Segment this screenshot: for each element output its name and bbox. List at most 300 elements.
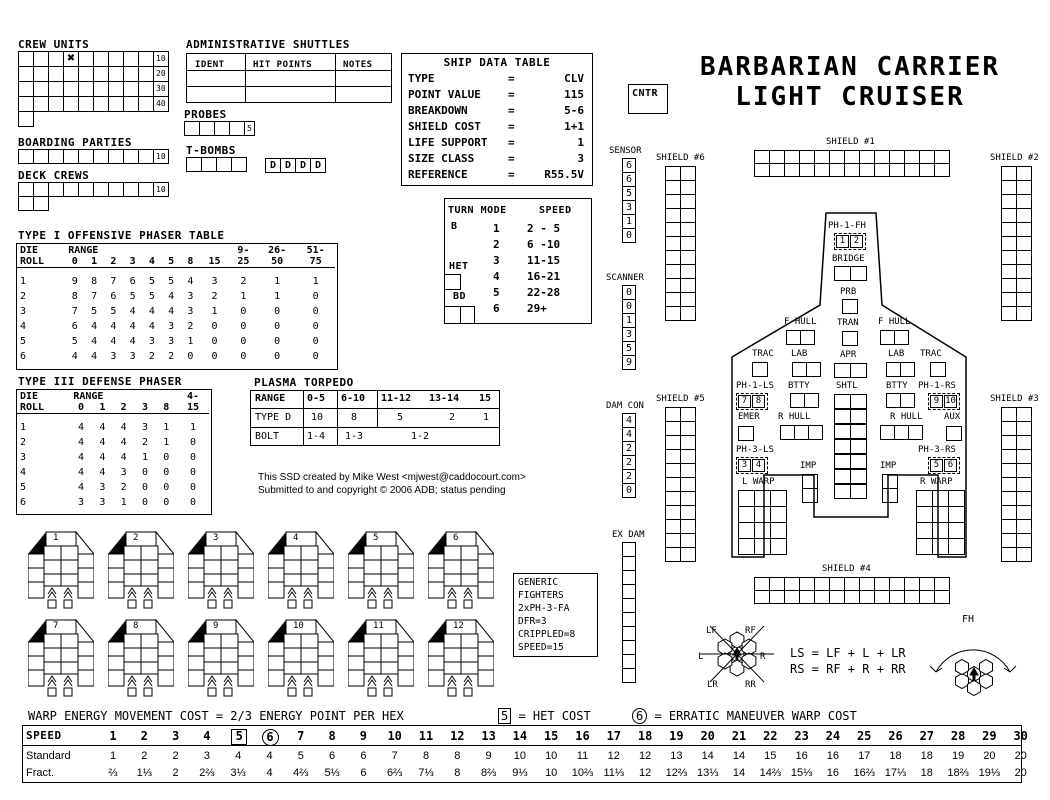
shield-box[interactable] bbox=[1001, 463, 1017, 478]
system-box-lwarp[interactable] bbox=[770, 506, 787, 523]
damage-box[interactable] bbox=[33, 196, 49, 211]
shield-box[interactable] bbox=[1016, 222, 1032, 237]
shield-row[interactable] bbox=[666, 520, 696, 534]
shield-row[interactable] bbox=[666, 209, 696, 223]
system-box-shtl[interactable] bbox=[834, 439, 851, 454]
shield-row[interactable] bbox=[1002, 520, 1032, 534]
shield-box[interactable] bbox=[889, 163, 905, 177]
shield-box[interactable] bbox=[665, 449, 681, 464]
fighter-bay[interactable] bbox=[28, 530, 94, 610]
system-box-shtl[interactable] bbox=[850, 439, 867, 454]
shield-box[interactable] bbox=[1001, 194, 1017, 209]
system-box-imp[interactable] bbox=[882, 474, 898, 489]
shield-box[interactable] bbox=[799, 163, 815, 177]
shield-box[interactable] bbox=[680, 533, 696, 548]
system-box-rwarp[interactable] bbox=[932, 506, 949, 523]
system-box-aux[interactable] bbox=[946, 426, 962, 441]
box-row[interactable] bbox=[18, 149, 169, 164]
shield-box[interactable] bbox=[1001, 236, 1017, 251]
system-box-rwarp[interactable] bbox=[932, 490, 949, 507]
shield-box[interactable] bbox=[919, 590, 935, 604]
damage-box[interactable] bbox=[63, 81, 79, 97]
fighter-bay[interactable] bbox=[268, 618, 334, 698]
track-box[interactable]: 0 bbox=[622, 483, 636, 498]
shield-box[interactable] bbox=[1001, 306, 1017, 321]
dummy-bombs[interactable] bbox=[266, 158, 326, 173]
shield-box[interactable] bbox=[680, 519, 696, 534]
system-box-bridge[interactable] bbox=[834, 266, 851, 281]
exdam-track[interactable] bbox=[622, 543, 636, 683]
system-box-rwarp[interactable] bbox=[948, 522, 965, 539]
weapon-number[interactable]: 4 bbox=[752, 459, 765, 472]
damage-box[interactable] bbox=[48, 182, 64, 197]
system-box-shtl[interactable] bbox=[850, 469, 867, 484]
box-row[interactable] bbox=[18, 182, 169, 197]
damage-box[interactable] bbox=[93, 182, 109, 197]
shield-box[interactable] bbox=[769, 150, 785, 164]
shield-row[interactable] bbox=[1002, 307, 1032, 321]
shield-box[interactable] bbox=[665, 180, 681, 195]
shield-box[interactable] bbox=[1016, 306, 1032, 321]
exdam-box[interactable] bbox=[622, 542, 636, 557]
shield-box[interactable] bbox=[1001, 166, 1017, 181]
shield-box[interactable] bbox=[1016, 180, 1032, 195]
shield-box[interactable] bbox=[665, 222, 681, 237]
box-row[interactable] bbox=[18, 196, 169, 211]
shield-box[interactable] bbox=[934, 150, 950, 164]
shield-box[interactable] bbox=[1016, 278, 1032, 293]
shield-row[interactable] bbox=[1002, 478, 1032, 492]
shield-box[interactable] bbox=[665, 306, 681, 321]
shield-box[interactable] bbox=[665, 421, 681, 436]
damage-box[interactable] bbox=[78, 66, 94, 82]
shield-box[interactable] bbox=[680, 407, 696, 422]
shield-row[interactable] bbox=[1002, 464, 1032, 478]
track-box[interactable]: 0 bbox=[622, 285, 636, 300]
deck-crews-track[interactable] bbox=[18, 183, 169, 211]
box-row[interactable] bbox=[186, 157, 247, 172]
crew-units-grid[interactable] bbox=[18, 52, 169, 127]
system-box-rhull[interactable] bbox=[894, 425, 909, 440]
shield-row[interactable] bbox=[666, 548, 696, 562]
fighter-bay[interactable] bbox=[28, 618, 94, 698]
exdam-box[interactable] bbox=[622, 668, 636, 683]
shield-box[interactable] bbox=[784, 150, 800, 164]
system-box-shtl[interactable] bbox=[850, 454, 867, 469]
shield-row[interactable] bbox=[666, 422, 696, 436]
damage-box[interactable] bbox=[138, 96, 154, 112]
shield-box[interactable] bbox=[844, 150, 860, 164]
shield-box[interactable] bbox=[889, 577, 905, 591]
shield-box[interactable] bbox=[769, 590, 785, 604]
shield-box[interactable] bbox=[1016, 236, 1032, 251]
exdam-box[interactable] bbox=[622, 654, 636, 669]
damage-box[interactable] bbox=[138, 51, 154, 67]
shield-box[interactable] bbox=[1016, 292, 1032, 307]
shield-row[interactable] bbox=[666, 534, 696, 548]
system-box-rwarp[interactable] bbox=[916, 538, 933, 555]
shield-box[interactable] bbox=[665, 292, 681, 307]
damage-box[interactable] bbox=[48, 149, 64, 164]
weapon-number[interactable]: 9 bbox=[930, 395, 943, 408]
shield-box[interactable] bbox=[680, 222, 696, 237]
track-box[interactable]: 6 bbox=[622, 158, 636, 173]
shield-box[interactable] bbox=[680, 421, 696, 436]
damage-box[interactable] bbox=[33, 81, 49, 97]
shield-box[interactable] bbox=[769, 163, 785, 177]
shield-box[interactable] bbox=[1001, 222, 1017, 237]
damage-box[interactable] bbox=[123, 149, 139, 164]
damage-box[interactable] bbox=[123, 66, 139, 82]
shield-box[interactable] bbox=[1001, 449, 1017, 464]
shield-box[interactable] bbox=[1016, 547, 1032, 562]
shield-box[interactable] bbox=[904, 150, 920, 164]
system-box-lwarp[interactable] bbox=[738, 490, 755, 507]
shield-box[interactable] bbox=[680, 180, 696, 195]
fighter-bay[interactable] bbox=[108, 530, 174, 610]
damage-box[interactable] bbox=[108, 81, 124, 97]
track-box[interactable]: 2 bbox=[622, 441, 636, 456]
shield-box[interactable] bbox=[889, 150, 905, 164]
shield-box[interactable] bbox=[934, 590, 950, 604]
shield-box[interactable] bbox=[1016, 519, 1032, 534]
shield-box[interactable] bbox=[784, 577, 800, 591]
shield-box[interactable] bbox=[665, 533, 681, 548]
fighter-bay[interactable] bbox=[188, 618, 254, 698]
shield-box[interactable] bbox=[680, 491, 696, 506]
shield-box[interactable] bbox=[784, 163, 800, 177]
system-box-rwarp[interactable] bbox=[916, 490, 933, 507]
shield6-boxes[interactable] bbox=[666, 167, 696, 321]
track-box[interactable]: 0 bbox=[622, 228, 636, 243]
shield-box[interactable] bbox=[754, 590, 770, 604]
exdam-box[interactable] bbox=[622, 570, 636, 585]
shield-box[interactable] bbox=[919, 150, 935, 164]
system-box-rhull[interactable] bbox=[808, 425, 823, 440]
shield-box[interactable] bbox=[1016, 491, 1032, 506]
shield-row[interactable] bbox=[1002, 422, 1032, 436]
shield-box[interactable] bbox=[1001, 180, 1017, 195]
damage-box[interactable] bbox=[93, 149, 109, 164]
damage-box[interactable] bbox=[123, 81, 139, 97]
shield-box[interactable] bbox=[859, 577, 875, 591]
damage-box[interactable] bbox=[201, 157, 217, 172]
shield-box[interactable] bbox=[904, 163, 920, 177]
shield-box[interactable] bbox=[1001, 292, 1017, 307]
shield-row[interactable] bbox=[666, 265, 696, 279]
shield-row[interactable] bbox=[1002, 223, 1032, 237]
weapon-number[interactable]: 6 bbox=[944, 459, 957, 472]
shield-box[interactable] bbox=[1001, 491, 1017, 506]
damage-box[interactable] bbox=[108, 96, 124, 112]
system-box-shtl[interactable] bbox=[834, 484, 851, 499]
track-box[interactable]: 9 bbox=[622, 355, 636, 370]
shield-box[interactable] bbox=[844, 163, 860, 177]
system-box-shtl[interactable] bbox=[850, 409, 867, 424]
shield-box[interactable] bbox=[680, 505, 696, 520]
shield-box[interactable] bbox=[1016, 505, 1032, 520]
shield-box[interactable] bbox=[1001, 278, 1017, 293]
weapon-number[interactable]: 2 bbox=[850, 235, 863, 248]
shield-row[interactable] bbox=[1002, 195, 1032, 209]
shield-box[interactable] bbox=[859, 590, 875, 604]
system-box-lwarp[interactable] bbox=[754, 522, 771, 539]
shield-box[interactable] bbox=[1016, 264, 1032, 279]
shield-box[interactable] bbox=[1001, 519, 1017, 534]
shield-box[interactable] bbox=[754, 150, 770, 164]
system-box-rhull[interactable] bbox=[880, 425, 895, 440]
shield-box[interactable] bbox=[904, 590, 920, 604]
shield-row[interactable] bbox=[1002, 293, 1032, 307]
shield-box[interactable] bbox=[665, 491, 681, 506]
system-box-lwarp[interactable] bbox=[738, 522, 755, 539]
shield-box[interactable] bbox=[769, 577, 785, 591]
damage-box[interactable] bbox=[123, 182, 139, 197]
exdam-box[interactable] bbox=[622, 612, 636, 627]
shield-box[interactable] bbox=[1001, 547, 1017, 562]
system-box-lwarp[interactable] bbox=[754, 490, 771, 507]
shield-row[interactable] bbox=[666, 436, 696, 450]
weapon-number[interactable]: 8 bbox=[752, 395, 765, 408]
system-box-btty[interactable] bbox=[790, 393, 805, 408]
shield-box[interactable] bbox=[919, 163, 935, 177]
shield-box[interactable] bbox=[829, 577, 845, 591]
shield-row[interactable] bbox=[1002, 181, 1032, 195]
system-box-lab[interactable] bbox=[900, 362, 915, 377]
shield-box[interactable] bbox=[665, 194, 681, 209]
system-box-rwarp[interactable] bbox=[932, 522, 949, 539]
sensor-track[interactable] bbox=[622, 159, 636, 243]
system-box-shtl[interactable] bbox=[834, 454, 851, 469]
system-box-shtl[interactable] bbox=[850, 424, 867, 439]
system-box-btty[interactable] bbox=[886, 393, 901, 408]
shield-box[interactable] bbox=[680, 306, 696, 321]
shield-row[interactable] bbox=[1002, 251, 1032, 265]
damage-box[interactable] bbox=[48, 51, 64, 67]
system-box-bridge[interactable] bbox=[850, 266, 867, 281]
damage-box[interactable] bbox=[108, 51, 124, 67]
exdam-box[interactable] bbox=[622, 556, 636, 571]
damage-box[interactable] bbox=[78, 81, 94, 97]
shield-box[interactable] bbox=[680, 208, 696, 223]
shield-box[interactable] bbox=[859, 163, 875, 177]
system-box-rwarp[interactable] bbox=[916, 522, 933, 539]
damage-box[interactable] bbox=[18, 196, 34, 211]
shield-box[interactable] bbox=[814, 150, 830, 164]
shield-row[interactable] bbox=[666, 408, 696, 422]
fighter-bay[interactable] bbox=[268, 530, 334, 610]
shield-box[interactable] bbox=[934, 577, 950, 591]
damage-box[interactable] bbox=[93, 96, 109, 112]
shield-box[interactable] bbox=[799, 590, 815, 604]
damage-box[interactable] bbox=[108, 182, 124, 197]
shield-box[interactable] bbox=[1001, 407, 1017, 422]
shield-row[interactable] bbox=[1002, 167, 1032, 181]
shield-box[interactable] bbox=[754, 163, 770, 177]
bd-boxes[interactable] bbox=[445, 306, 475, 323]
system-box-rwarp[interactable] bbox=[948, 538, 965, 555]
shield-box[interactable] bbox=[799, 150, 815, 164]
shield-row[interactable] bbox=[666, 293, 696, 307]
shield-box[interactable] bbox=[680, 477, 696, 492]
fighter-bay[interactable] bbox=[428, 530, 494, 610]
exdam-box[interactable] bbox=[622, 640, 636, 655]
shield-row[interactable] bbox=[666, 307, 696, 321]
shield3-boxes[interactable] bbox=[1002, 408, 1032, 562]
box-row[interactable] bbox=[184, 121, 255, 136]
system-box-imp[interactable] bbox=[882, 488, 898, 503]
damage-box[interactable] bbox=[18, 96, 34, 112]
damage-box[interactable] bbox=[18, 81, 34, 97]
cntr-box[interactable]: CNTR bbox=[628, 84, 668, 114]
damage-box[interactable] bbox=[48, 66, 64, 82]
system-box-apr[interactable] bbox=[850, 363, 867, 378]
weapon-number[interactable]: 7 bbox=[738, 395, 751, 408]
system-box-shtl[interactable] bbox=[834, 469, 851, 484]
system-box-rwarp[interactable] bbox=[916, 506, 933, 523]
shield-box[interactable] bbox=[754, 577, 770, 591]
shield-row[interactable] bbox=[1002, 279, 1032, 293]
system-box-rhull[interactable] bbox=[794, 425, 809, 440]
shield-box[interactable] bbox=[844, 590, 860, 604]
shield-box[interactable] bbox=[1001, 533, 1017, 548]
shield-box[interactable] bbox=[665, 547, 681, 562]
shield-row[interactable] bbox=[666, 167, 696, 181]
shield-box[interactable] bbox=[665, 236, 681, 251]
shield-box[interactable] bbox=[829, 590, 845, 604]
damage-box[interactable] bbox=[33, 96, 49, 112]
damage-box[interactable] bbox=[78, 96, 94, 112]
shield-box[interactable] bbox=[680, 278, 696, 293]
weapon-number[interactable]: 3 bbox=[738, 459, 751, 472]
track-box[interactable]: 2 bbox=[622, 469, 636, 484]
dummy-bomb-box[interactable]: D bbox=[280, 158, 296, 173]
damage-box[interactable] bbox=[93, 81, 109, 97]
system-box-lab[interactable] bbox=[886, 362, 901, 377]
shield-box[interactable] bbox=[799, 577, 815, 591]
damage-box[interactable] bbox=[78, 182, 94, 197]
shield-row[interactable] bbox=[1002, 436, 1032, 450]
shield4-boxes[interactable] bbox=[755, 578, 950, 604]
shield-box[interactable] bbox=[1016, 250, 1032, 265]
shield-box[interactable] bbox=[874, 577, 890, 591]
shield-box[interactable] bbox=[665, 278, 681, 293]
dummy-bomb-box[interactable]: D bbox=[310, 158, 326, 173]
shield-box[interactable] bbox=[904, 577, 920, 591]
shield-box[interactable] bbox=[814, 163, 830, 177]
shield-row[interactable] bbox=[1002, 408, 1032, 422]
damage-box[interactable] bbox=[18, 111, 34, 127]
damage-box[interactable] bbox=[63, 182, 79, 197]
shield-box[interactable] bbox=[874, 590, 890, 604]
shield-box[interactable] bbox=[1016, 194, 1032, 209]
damage-box[interactable] bbox=[48, 96, 64, 112]
system-box-fhull[interactable] bbox=[880, 330, 895, 345]
track-box[interactable]: 2 bbox=[622, 455, 636, 470]
shield-box[interactable] bbox=[680, 194, 696, 209]
system-box-shtl[interactable] bbox=[834, 424, 851, 439]
shield-box[interactable] bbox=[1016, 208, 1032, 223]
shield-row[interactable] bbox=[1002, 265, 1032, 279]
shield-row[interactable] bbox=[1002, 237, 1032, 251]
fighter-bay[interactable] bbox=[428, 618, 494, 698]
admin-shuttles-table[interactable] bbox=[186, 53, 392, 103]
shield-box[interactable] bbox=[889, 590, 905, 604]
system-box-lwarp[interactable] bbox=[738, 538, 755, 555]
shield-box[interactable] bbox=[680, 236, 696, 251]
shield-box[interactable] bbox=[844, 577, 860, 591]
shield-box[interactable] bbox=[1001, 435, 1017, 450]
damage-box[interactable] bbox=[138, 149, 154, 164]
shield-box[interactable] bbox=[665, 166, 681, 181]
shield-box[interactable] bbox=[665, 407, 681, 422]
system-box-shtl[interactable] bbox=[834, 394, 851, 409]
shield-box[interactable] bbox=[874, 163, 890, 177]
system-box-lwarp[interactable] bbox=[738, 506, 755, 523]
dummy-bomb-box[interactable]: D bbox=[295, 158, 311, 173]
damage-box[interactable] bbox=[184, 121, 200, 136]
damage-box[interactable] bbox=[18, 149, 34, 164]
box-row[interactable] bbox=[18, 81, 169, 97]
damage-box[interactable] bbox=[33, 66, 49, 82]
dummy-bomb-box[interactable]: D bbox=[265, 158, 281, 173]
shield-box[interactable] bbox=[1016, 421, 1032, 436]
damage-box[interactable] bbox=[123, 51, 139, 67]
damage-box[interactable] bbox=[48, 81, 64, 97]
system-box-lab[interactable] bbox=[806, 362, 821, 377]
damage-box[interactable] bbox=[216, 157, 232, 172]
damage-box[interactable] bbox=[78, 149, 94, 164]
shield-row[interactable] bbox=[755, 591, 950, 604]
fighter-bay[interactable] bbox=[348, 618, 414, 698]
system-box-lwarp[interactable] bbox=[770, 522, 787, 539]
system-box-lwarp[interactable] bbox=[770, 538, 787, 555]
shield-box[interactable] bbox=[680, 463, 696, 478]
shield-box[interactable] bbox=[1016, 435, 1032, 450]
damage-box[interactable] bbox=[108, 149, 124, 164]
shield2-boxes[interactable] bbox=[1002, 167, 1032, 321]
damage-box[interactable] bbox=[18, 182, 34, 197]
system-box-emer[interactable] bbox=[738, 426, 754, 441]
shield-box[interactable] bbox=[680, 250, 696, 265]
box-row[interactable] bbox=[18, 51, 169, 67]
damage-box[interactable] bbox=[63, 66, 79, 82]
shield-box[interactable] bbox=[680, 435, 696, 450]
shield-box[interactable] bbox=[665, 435, 681, 450]
shield-box[interactable] bbox=[1016, 533, 1032, 548]
system-box-shtl[interactable] bbox=[850, 484, 867, 499]
damage-box[interactable] bbox=[123, 96, 139, 112]
exdam-box[interactable] bbox=[622, 584, 636, 599]
track-box[interactable]: 1 bbox=[622, 313, 636, 328]
shield-box[interactable] bbox=[1016, 463, 1032, 478]
exdam-box[interactable] bbox=[622, 626, 636, 641]
system-box-btty[interactable] bbox=[804, 393, 819, 408]
shield-row[interactable] bbox=[1002, 506, 1032, 520]
system-box-shtl[interactable] bbox=[850, 394, 867, 409]
track-box[interactable]: 1 bbox=[622, 214, 636, 229]
damage-box[interactable] bbox=[231, 157, 247, 172]
shield-box[interactable] bbox=[665, 477, 681, 492]
track-box[interactable]: 4 bbox=[622, 413, 636, 428]
scanner-track[interactable] bbox=[622, 286, 636, 370]
system-box-lab[interactable] bbox=[792, 362, 807, 377]
shield-row[interactable] bbox=[1002, 534, 1032, 548]
damage-box[interactable] bbox=[63, 149, 79, 164]
shield-box[interactable] bbox=[1001, 208, 1017, 223]
track-box[interactable]: 5 bbox=[622, 186, 636, 201]
system-box-rwarp[interactable] bbox=[948, 506, 965, 523]
